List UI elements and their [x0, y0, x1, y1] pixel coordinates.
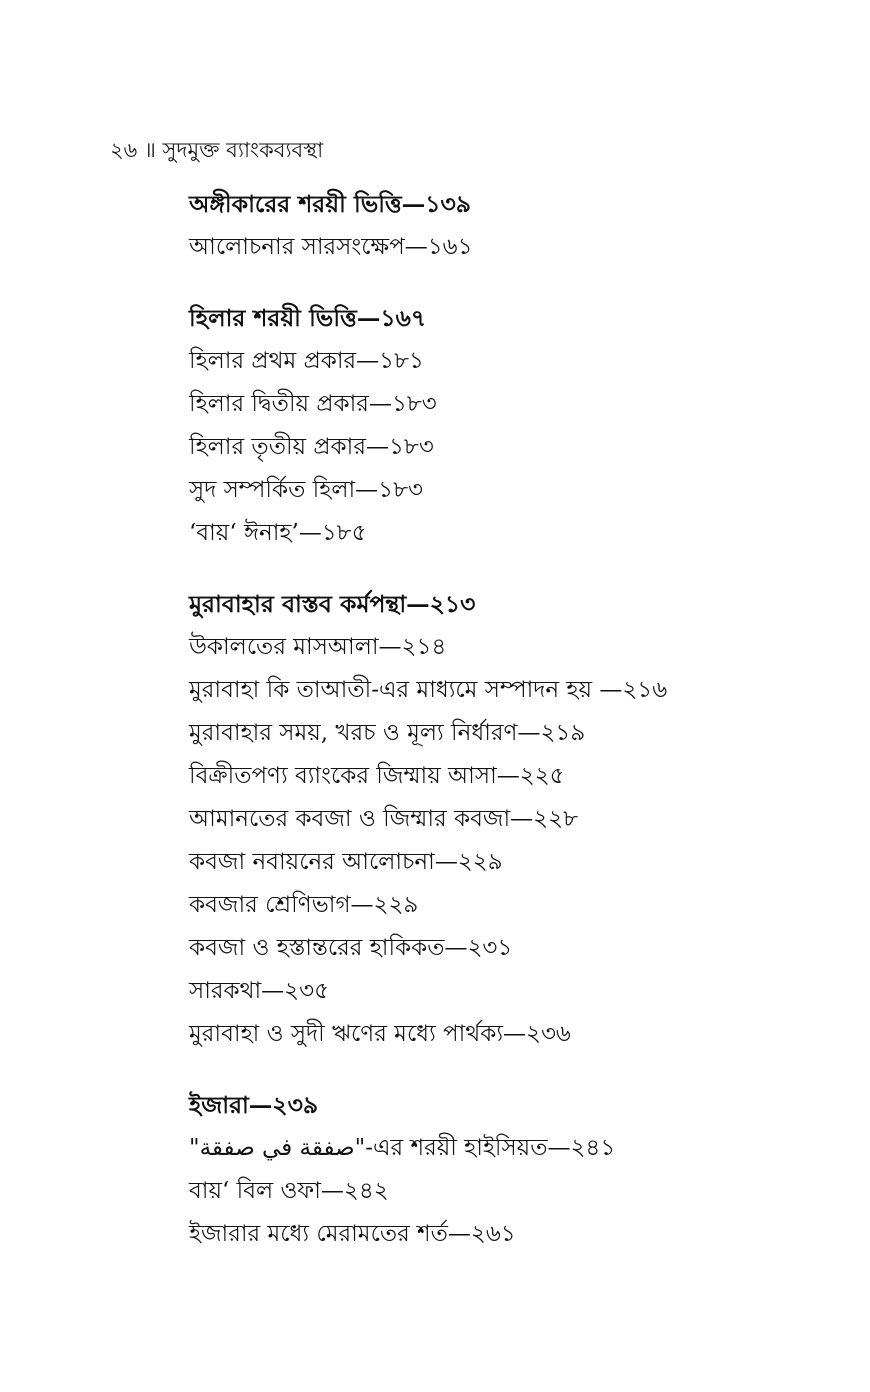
toc-section [189, 183, 829, 269]
toc-entry: সারকথা—২৩৫ [189, 978, 330, 1004]
toc-entry: ইজারার মধ্যে মেরামতের শর্ত—২৬১ [189, 1221, 516, 1247]
toc-entry: হিলার দ্বিতীয় প্রকার—১৮৩ [189, 391, 437, 417]
toc-entry: উকালতের মাসআলা—২১৪ [189, 634, 447, 660]
toc-entry: বায়‘ বিল ওফা—২৪২ [189, 1178, 389, 1204]
toc-entry: কবজার শ্রেণিভাগ—২২৯ [189, 892, 419, 918]
toc-entry: বিক্রীতপণ্য ব্যাংকের জিম্মায় আসা—২২৫ [189, 763, 565, 789]
toc-entry: "صفقة في صفقة"-এর শরয়ী হাইসিয়ত—২৪১ [189, 1135, 616, 1161]
toc-entry: মুরাবাহা ও সুদী ঋণের মধ্যে পার্থক্য—২৩৬ [189, 1021, 571, 1047]
toc-section [189, 297, 829, 555]
toc-section-heading: মুরাবাহার বাস্তব কর্মপন্থা—২১৩ [189, 590, 476, 618]
toc-entry: কবজা নবায়নের আলোচনা—২২৯ [189, 849, 503, 875]
running-head: ২৬ ॥ সুদমুক্ত ব্যাংকব্যবস্থা [110, 138, 324, 162]
toc-section-heading: হিলার শরয়ী ভিত্তি—১৬৭ [189, 304, 427, 332]
toc-entry: ‘বায়‘ ঈনাহ’—১৮৫ [189, 520, 367, 546]
toc-entry: হিলার তৃতীয় প্রকার—১৮৩ [189, 434, 434, 460]
toc-entry: সুদ সম্পর্কিত হিলা—১৮৩ [189, 477, 423, 503]
toc-section [189, 583, 829, 1056]
table-of-contents [189, 183, 829, 1284]
toc-entry: কবজা ও হস্তান্তরের হাকিকত—২৩১ [189, 935, 513, 961]
toc-section-heading: অঙ্গীকারের শরয়ী ভিত্তি—১৩৯ [189, 190, 472, 218]
toc-entry: মুরাবাহার সময়, খরচ ও মূল্য নির্ধারণ—২১৯ [189, 720, 586, 746]
toc-section [189, 1084, 829, 1256]
toc-entry: মুরাবাহা কি তাআতী-এর মাধ্যমে সম্পাদন হয় —২১৬ [189, 677, 668, 703]
toc-entry: আলোচনার সারসংক্ষেপ—১৬১ [189, 234, 473, 260]
toc-section-heading: ইজারা—২৩৯ [189, 1091, 319, 1119]
toc-entry: আমানতের কবজা ও জিম্মার কবজা—২২৮ [189, 806, 578, 832]
toc-entry: হিলার প্রথম প্রকার—১৮১ [189, 348, 424, 374]
